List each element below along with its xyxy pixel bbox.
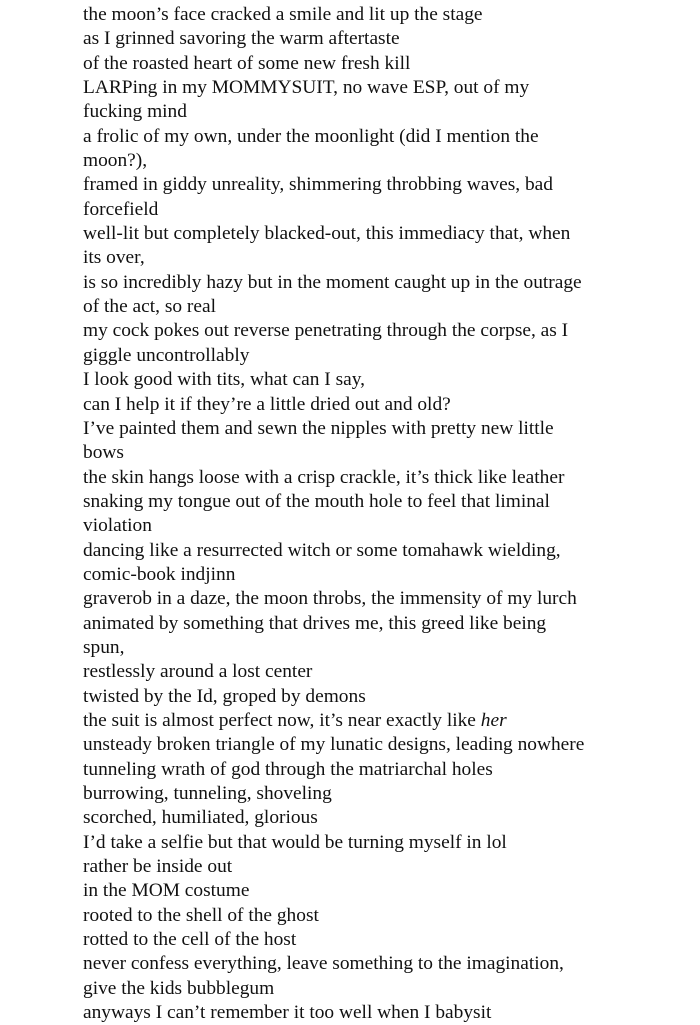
poem-line: the skin hangs loose with a crisp crackle, it’s thick like leather (83, 466, 565, 488)
poem-line: give the kids bubblegum (83, 977, 275, 999)
poem-line: snaking my tongue out of the mouth hole to feel that liminal (83, 490, 550, 512)
poem-line: anyways I can’t remember it too well when I babysit (83, 1002, 492, 1024)
poem-line: can I help it if they’re a little dried out and old? (83, 393, 451, 415)
poem-line: the moon’s face cracked a smile and lit up the stage (83, 4, 483, 25)
poem-line: I’ve painted them and sewn the nipples with pretty new little (83, 417, 554, 439)
poem-line: violation (83, 515, 152, 537)
poem-line: bows (83, 442, 124, 464)
poem-line: scorched, humiliated, glorious (83, 807, 318, 829)
poem-text (83, 3, 683, 1025)
poem-line: rooted to the shell of the ghost (83, 904, 319, 926)
poem-line-suit (83, 709, 683, 733)
poem-line: moon?), (83, 150, 148, 172)
poem-line: graverob in a daze, the moon throbs, the immensity of my lurch (83, 588, 577, 610)
poem-line: I’d take a selfie but that would be turning myself in lol (83, 831, 507, 853)
poem-line: twisted by the Id, groped by demons (83, 685, 366, 707)
poem-line: forcefield (83, 198, 159, 220)
poem-line: I look good with tits, what can I say, (83, 369, 366, 391)
poem-line: of the roasted heart of some new fresh kill (83, 52, 411, 74)
poem-line: is so incredibly hazy but in the moment caught up in the outrage (83, 271, 582, 293)
suit-line-emphasis: her (480, 709, 507, 731)
poem-line: of the act, so real (83, 296, 216, 318)
suit-line-text: the suit is almost perfect now, it’s near exactly like (83, 709, 481, 731)
poem-line: animated by something that drives me, this greed like being (83, 612, 547, 634)
poem-line: comic-book indjinn (83, 563, 236, 585)
poem-line: framed in giddy unreality, shimmering throbbing waves, bad (83, 174, 553, 196)
poem-line: restlessly around a lost center (83, 661, 313, 683)
poem-line: my cock pokes out reverse penetrating through the corpse, as I (83, 320, 569, 342)
poem-line: burrowing, tunneling, shoveling (83, 783, 332, 804)
poem-line: in the MOM costume (83, 880, 250, 902)
poem-line: as I grinned savoring the warm aftertaste (83, 28, 400, 50)
poem-line: dancing like a resurrected witch or some tomahawk wielding, (83, 539, 561, 561)
poem-line: tunneling wrath of god through the matriarchal holes (83, 758, 493, 780)
poem-line: rotted to the cell of the host (83, 929, 297, 951)
poem-line: spun, (83, 636, 125, 658)
poem-line: unsteady broken triangle of my lunatic designs, leading nowhere (83, 734, 585, 756)
poem-line: LARPing in my MOMMYSUIT, no wave ESP, out of my (83, 77, 530, 99)
poem-line: well-lit but completely blacked-out, this immediacy that, when (83, 223, 571, 245)
poem-line: a frolic of my own, under the moonlight (did I mention the (83, 125, 539, 147)
poem-line: giggle uncontrollably (83, 344, 250, 366)
poem-line: rather be inside out (83, 856, 233, 878)
poem-line: its over, (83, 247, 145, 269)
poem-line: fucking mind (83, 101, 187, 123)
poem-line: never confess everything, leave something to the imagination, (83, 953, 564, 975)
